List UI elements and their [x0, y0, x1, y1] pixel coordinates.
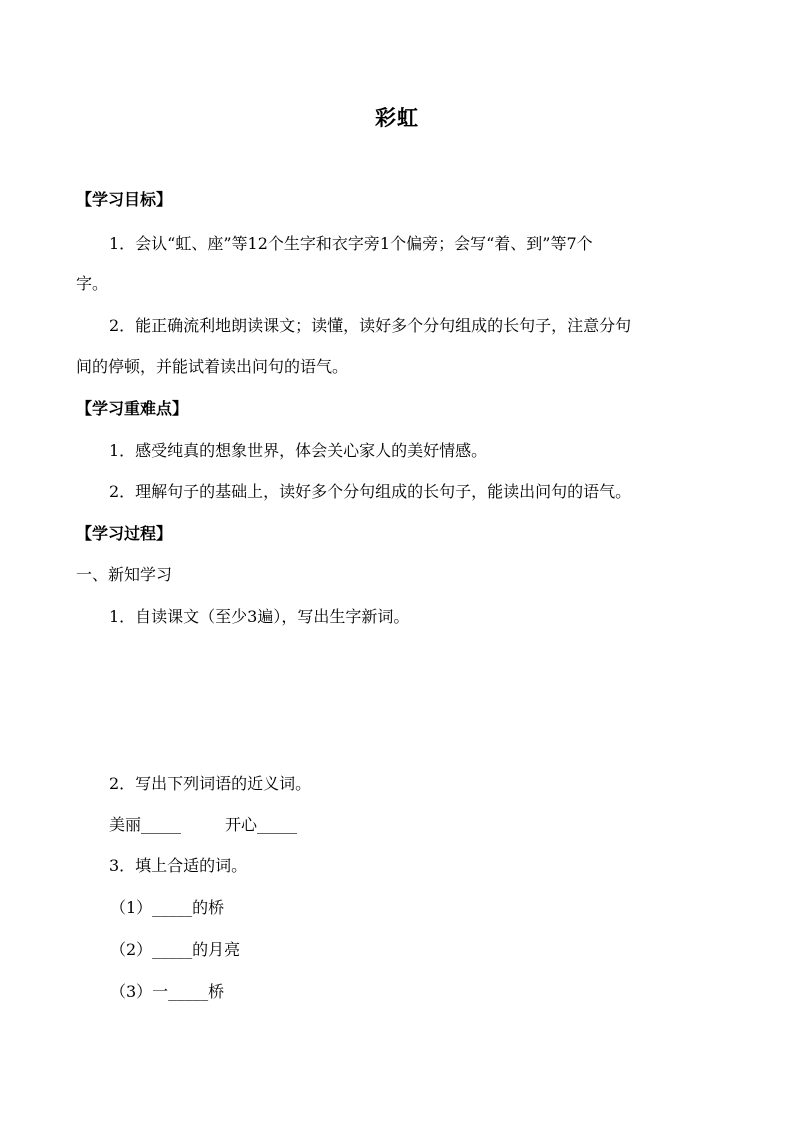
fill-item-1: （1）_____的桥	[110, 898, 225, 917]
section-heading-goals: 【学习目标】	[76, 190, 173, 209]
document-title: 彩虹	[375, 105, 419, 130]
goal-item-2-line-2: 间的停顿，并能试着读出问句的语气。	[76, 357, 349, 376]
key-point-item-1: 1．感受纯真的想象世界，体会关心家人的美好情感。	[109, 441, 488, 460]
goal-item-1-line-1: 1．会认“虹、座”等12个生字和衣字旁1个偏旁；会写“着、到”等7个	[109, 234, 593, 253]
key-point-item-2: 2．理解句子的基础上，读好多个分句组成的长句子，能读出问句的语气。	[109, 482, 632, 501]
goal-item-2-line-1: 2．能正确流利地朗读课文；读懂，读好多个分句组成的长句子，注意分句	[109, 316, 632, 335]
fill-item-2: （2）_____的月亮	[110, 940, 241, 959]
process-part-1-title: 一、新知学习	[76, 565, 173, 584]
process-task-2: 2．写出下列词语的近义词。	[109, 774, 312, 793]
fill-item-3: （3）一_____桥	[110, 982, 225, 1001]
synonym-blank-2: 开心_____	[225, 815, 298, 834]
process-task-1: 1．自读课文（至少3遍），写出生字新词。	[109, 607, 410, 626]
synonym-blank-1: 美丽_____	[109, 815, 182, 834]
process-task-3: 3．填上合适的词。	[109, 856, 248, 875]
synonym-row	[109, 814, 297, 836]
section-heading-process: 【学习过程】	[76, 524, 173, 543]
section-heading-key-points: 【学习重难点】	[76, 399, 189, 418]
goal-item-1-line-2: 字。	[76, 274, 109, 293]
